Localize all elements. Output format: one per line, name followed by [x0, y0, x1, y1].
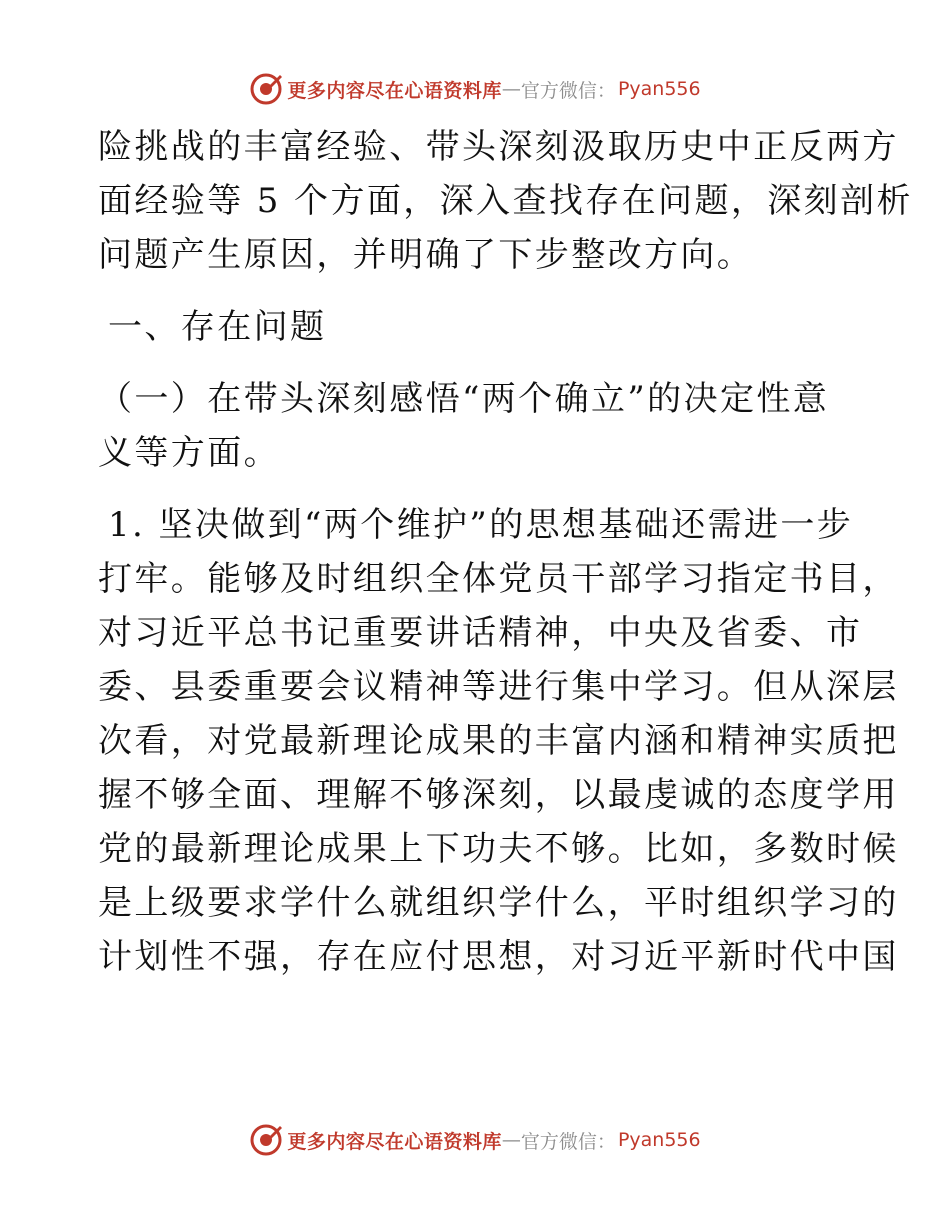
- watermark-dash: —: [501, 78, 521, 100]
- text-line: 义等方面。: [98, 433, 280, 473]
- text-line: 险挑战的丰富经验、带头深刻汲取历史中正反两方: [98, 127, 899, 167]
- text-line: 对习近平总书记重要讲话精神，中央及省委、市: [98, 613, 863, 653]
- paragraph-intro: [98, 120, 913, 282]
- watermark-handle: Pyan556: [617, 1129, 701, 1151]
- text-line: 1. 坚决做到“两个维护”的思想基础还需进一步: [108, 505, 854, 545]
- header-watermark: [0, 72, 950, 106]
- text-line: 握不够全面、理解不够深刻，以最虔诚的态度学用: [98, 775, 899, 815]
- text-line: 委、县委重要会议精神等进行集中学习。但从深层: [98, 667, 899, 707]
- watermark-official-text: 官方微信：: [520, 79, 616, 102]
- text-line: 问题产生原因，并明确了下步整改方向。: [98, 235, 754, 275]
- text-line: 党的最新理论成果上下功夫不够。比如，多数时候: [98, 829, 899, 869]
- text-line: （一）在带头深刻感悟“两个确立”的决定性意: [98, 379, 830, 419]
- text-line: 计划性不强，存在应付思想，对习近平新时代中国: [98, 937, 899, 977]
- text-line: 打牢。能够及时组织全体党员干部学习指定书目，: [98, 559, 899, 599]
- watermark-handle: Pyan556: [617, 78, 701, 100]
- text-line: 面经验等 5 个方面，深入查找存在问题，深刻剖析: [98, 181, 913, 221]
- watermark-main-text: 更多内容尽在心语资料库: [287, 1130, 502, 1153]
- footer-watermark: [0, 1123, 950, 1157]
- section-heading: 一、存在问题: [108, 307, 327, 347]
- watermark-main-text: 更多内容尽在心语资料库: [287, 79, 502, 102]
- pen-logo-icon: [249, 1123, 283, 1157]
- watermark-dash: —: [501, 1129, 521, 1151]
- watermark-official-text: 官方微信：: [520, 1130, 616, 1153]
- paragraph-item-1: [98, 498, 899, 984]
- subsection-heading: [98, 372, 850, 480]
- text-line: 是上级要求学什么就组织学什么，平时组织学习的: [98, 883, 899, 923]
- document-body: [98, 120, 913, 984]
- pen-logo-icon: [249, 72, 283, 106]
- text-line: 次看，对党最新理论成果的丰富内涵和精神实质把: [98, 721, 899, 761]
